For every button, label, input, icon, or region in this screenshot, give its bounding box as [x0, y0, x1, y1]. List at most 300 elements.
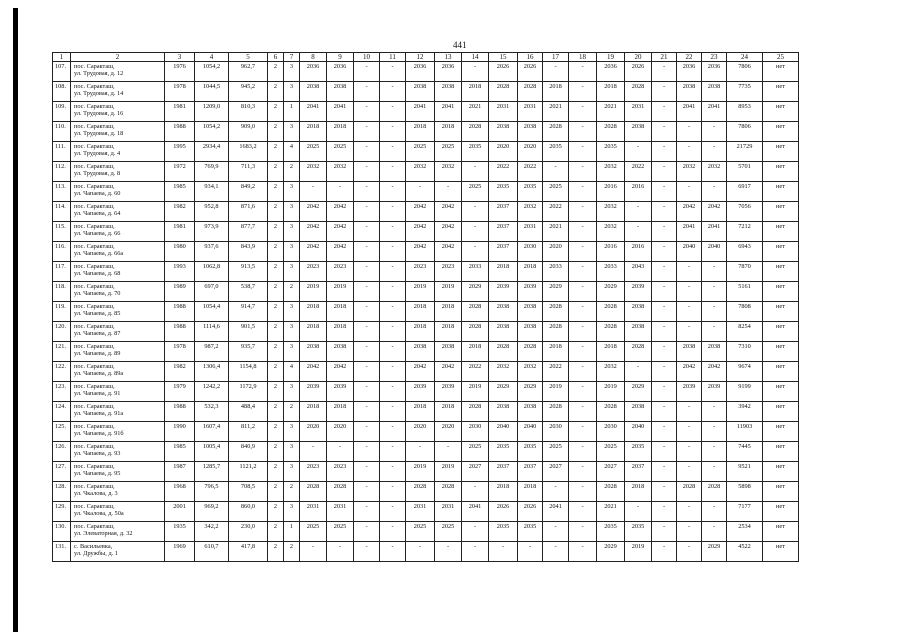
table-cell: 2026: [489, 62, 518, 82]
table-cell: 2041: [300, 102, 327, 122]
table-cell: -: [652, 202, 677, 222]
table-cell: 2042: [300, 202, 327, 222]
table-cell: 2028: [625, 342, 652, 362]
table-cell: -: [652, 122, 677, 142]
table-cell: 2028: [543, 402, 569, 422]
table-cell: -: [702, 422, 727, 442]
table-cell: 1985: [165, 442, 195, 462]
table-cell: 2025: [462, 182, 489, 202]
table-cell: 2035: [625, 522, 652, 542]
address-cell: пос. Саракташ, ул. Чапаева, д. 64: [71, 202, 165, 222]
table-cell: -: [569, 102, 597, 122]
column-number-cell: 13: [435, 53, 462, 62]
table-row: [53, 442, 799, 462]
table-cell: -: [569, 462, 597, 482]
table-cell: -: [543, 62, 569, 82]
table-cell: 2029: [489, 382, 518, 402]
table-cell: 2025: [327, 142, 354, 162]
table-cell: 2037: [518, 462, 543, 482]
address-cell: пос. Саракташ, ул. Трудовая, д. 8: [71, 162, 165, 182]
table-cell: 2038: [489, 122, 518, 142]
table-cell: 2039: [518, 282, 543, 302]
table-cell: 2020: [406, 422, 435, 442]
address-cell: с. Васильевка, ул. Дружбы, д. 1: [71, 542, 165, 562]
table-cell: 2038: [677, 82, 702, 102]
table-cell: 2: [284, 162, 300, 182]
table-cell: 810,3: [229, 102, 268, 122]
table-cell: 2: [268, 382, 284, 402]
table-cell: -: [677, 122, 702, 142]
table-cell: 2038: [406, 82, 435, 102]
table-cell: 2042: [327, 202, 354, 222]
table-cell: -: [380, 242, 406, 262]
table-cell: -: [569, 402, 597, 422]
table-cell: 1979: [165, 382, 195, 402]
table-cell: 2: [268, 302, 284, 322]
table-cell: -: [462, 62, 489, 82]
table-cell: 2033: [462, 262, 489, 282]
table-cell: 2042: [327, 242, 354, 262]
address-cell: пос. Саракташ, ул. Чапаева, д. 85: [71, 302, 165, 322]
table-cell: -: [702, 462, 727, 482]
table-cell: -: [380, 342, 406, 362]
table-cell: 2032: [489, 362, 518, 382]
table-cell: 2042: [406, 202, 435, 222]
table-cell: 796,5: [195, 482, 229, 502]
table-cell: 2040: [489, 422, 518, 442]
table-cell: 2031: [327, 502, 354, 522]
table-cell: 2019: [543, 382, 569, 402]
table-cell: -: [300, 182, 327, 202]
table-cell: -: [354, 222, 380, 242]
address-cell: пос. Саракташ, ул. Чапаева, д. 91: [71, 382, 165, 402]
table-cell: 2042: [406, 242, 435, 262]
table-cell: 1005,4: [195, 442, 229, 462]
table-cell: 3: [284, 262, 300, 282]
table-cell: -: [380, 462, 406, 482]
table-cell: 2038: [489, 402, 518, 422]
table-cell: 6917: [727, 182, 763, 202]
table-cell: 987,2: [195, 342, 229, 362]
column-number-cell: 18: [569, 53, 597, 62]
table-cell: -: [380, 322, 406, 342]
table-cell: 1044,5: [195, 82, 229, 102]
table-cell: 2020: [543, 242, 569, 262]
table-cell: -: [354, 162, 380, 182]
address-cell: пос. Саракташ, ул. Элеваторная, д. 32: [71, 522, 165, 542]
table-cell: 1121,2: [229, 462, 268, 482]
table-cell: -: [518, 542, 543, 562]
table-cell: 3: [284, 242, 300, 262]
address-cell: пос. Саракташ, ул. Чапаева, д. 87: [71, 322, 165, 342]
binder-margin-bar: [13, 8, 18, 632]
table-cell: -: [702, 122, 727, 142]
housing-register-table: [52, 52, 799, 562]
table-cell: 2021: [543, 102, 569, 122]
table-cell: -: [652, 402, 677, 422]
table-cell: -: [569, 322, 597, 342]
table-cell: 2018: [327, 302, 354, 322]
table-cell: 2020: [300, 422, 327, 442]
table-cell: -: [462, 202, 489, 222]
table-cell: 3: [284, 62, 300, 82]
table-cell: 2042: [435, 362, 462, 382]
table-row: [53, 222, 799, 242]
table-cell: 8254: [727, 322, 763, 342]
table-row: [53, 482, 799, 502]
table-cell: 2023: [300, 462, 327, 482]
address-cell: пос. Саракташ, ул. Трудовая, д. 14: [71, 82, 165, 102]
column-number-cell: 20: [625, 53, 652, 62]
table-row: [53, 362, 799, 382]
table-cell: -: [489, 542, 518, 562]
table-cell: 3: [284, 422, 300, 442]
table-cell: 2038: [300, 342, 327, 362]
table-cell: -: [462, 222, 489, 242]
table-cell: 4522: [727, 542, 763, 562]
table-cell: 2025: [300, 522, 327, 542]
table-cell: 2019: [406, 282, 435, 302]
table-cell: -: [569, 222, 597, 242]
table-cell: 2041: [462, 502, 489, 522]
table-row: [53, 142, 799, 162]
table-cell: -: [702, 522, 727, 542]
table-cell: -: [702, 182, 727, 202]
table-cell: -: [380, 382, 406, 402]
table-cell: 2028: [597, 302, 625, 322]
table-cell: 1054,2: [195, 122, 229, 142]
table-cell: -: [702, 262, 727, 282]
table-row: [53, 242, 799, 262]
table-cell: 2038: [327, 342, 354, 362]
table-cell: 4: [284, 362, 300, 382]
table-cell: -: [462, 522, 489, 542]
column-number-cell: 22: [677, 53, 702, 62]
column-number-cell: 11: [380, 53, 406, 62]
row-number-cell: 128.: [53, 482, 71, 502]
table-cell: 871,6: [229, 202, 268, 222]
table-cell: 2028: [327, 482, 354, 502]
table-cell: 2030: [462, 422, 489, 442]
table-cell: -: [702, 282, 727, 302]
table-cell: 2018: [489, 482, 518, 502]
table-cell: -: [380, 482, 406, 502]
table-cell: 2029: [543, 282, 569, 302]
table-cell: нет: [763, 242, 799, 262]
table-cell: нет: [763, 442, 799, 462]
table-cell: -: [652, 502, 677, 522]
table-cell: 2041: [702, 102, 727, 122]
table-cell: 2019: [625, 542, 652, 562]
table-cell: 2028: [462, 322, 489, 342]
table-cell: 2042: [300, 222, 327, 242]
table-cell: -: [652, 382, 677, 402]
table-cell: -: [354, 282, 380, 302]
table-cell: -: [569, 522, 597, 542]
row-number-cell: 121.: [53, 342, 71, 362]
table-cell: нет: [763, 282, 799, 302]
table-cell: -: [354, 242, 380, 262]
table-cell: 1969: [165, 542, 195, 562]
table-cell: -: [380, 182, 406, 202]
table-cell: 952,8: [195, 202, 229, 222]
table-cell: 934,1: [195, 182, 229, 202]
table-cell: 2042: [300, 242, 327, 262]
row-number-cell: 110.: [53, 122, 71, 142]
table-cell: 969,2: [195, 502, 229, 522]
table-cell: нет: [763, 502, 799, 522]
table-cell: 3942: [727, 402, 763, 422]
table-cell: 860,0: [229, 502, 268, 522]
table-cell: -: [677, 422, 702, 442]
table-cell: нет: [763, 362, 799, 382]
table-cell: 2018: [625, 482, 652, 502]
table-cell: -: [569, 82, 597, 102]
table-cell: 1172,9: [229, 382, 268, 402]
table-cell: 2: [284, 282, 300, 302]
table-cell: 909,0: [229, 122, 268, 142]
table-cell: 2038: [625, 302, 652, 322]
table-cell: 3: [284, 442, 300, 462]
table-cell: 610,7: [195, 542, 229, 562]
table-cell: 2030: [597, 422, 625, 442]
table-cell: нет: [763, 382, 799, 402]
table-cell: 914,7: [229, 302, 268, 322]
table-cell: 1683,2: [229, 142, 268, 162]
table-cell: 2021: [597, 102, 625, 122]
table-cell: нет: [763, 302, 799, 322]
table-cell: 2018: [300, 402, 327, 422]
table-cell: 2028: [597, 322, 625, 342]
table-cell: 2028: [625, 82, 652, 102]
table-cell: 1978: [165, 342, 195, 362]
column-number-cell: 4: [195, 53, 229, 62]
table-cell: -: [677, 502, 702, 522]
table-cell: -: [380, 542, 406, 562]
table-cell: 2018: [435, 402, 462, 422]
table-cell: -: [625, 222, 652, 242]
table-cell: -: [380, 82, 406, 102]
table-row: [53, 382, 799, 402]
table-cell: 1306,4: [195, 362, 229, 382]
table-cell: 843,9: [229, 242, 268, 262]
table-cell: -: [380, 62, 406, 82]
table-cell: 2018: [462, 342, 489, 362]
table-cell: 2032: [518, 362, 543, 382]
table-cell: 769,9: [195, 162, 229, 182]
table-cell: -: [569, 482, 597, 502]
table-cell: -: [652, 262, 677, 282]
table-cell: 2026: [518, 62, 543, 82]
table-cell: 2: [268, 342, 284, 362]
table-cell: 2036: [406, 62, 435, 82]
table-cell: 2019: [406, 462, 435, 482]
column-number-cell: 8: [300, 53, 327, 62]
table-cell: -: [354, 342, 380, 362]
table-cell: 711,3: [229, 162, 268, 182]
table-cell: 2031: [489, 102, 518, 122]
table-cell: -: [677, 402, 702, 422]
table-cell: 1: [284, 522, 300, 542]
table-cell: 2038: [518, 122, 543, 142]
table-cell: 2: [268, 522, 284, 542]
table-cell: 2030: [543, 422, 569, 442]
table-cell: нет: [763, 222, 799, 242]
table-cell: нет: [763, 482, 799, 502]
table-cell: 3: [284, 322, 300, 342]
table-cell: 2018: [300, 302, 327, 322]
table-cell: 2023: [406, 262, 435, 282]
row-number-cell: 125.: [53, 422, 71, 442]
table-cell: нет: [763, 422, 799, 442]
table-row: [53, 82, 799, 102]
address-cell: пос. Саракташ, ул. Чапаева, д. 95: [71, 462, 165, 482]
table-cell: 2038: [489, 322, 518, 342]
table-cell: -: [677, 182, 702, 202]
table-cell: 2037: [489, 202, 518, 222]
table-cell: нет: [763, 202, 799, 222]
table-cell: 2018: [327, 322, 354, 342]
table-cell: 7445: [727, 442, 763, 462]
table-cell: -: [354, 422, 380, 442]
table-cell: 2025: [435, 142, 462, 162]
table-cell: 2028: [677, 482, 702, 502]
table-cell: 2020: [435, 422, 462, 442]
table-cell: -: [652, 462, 677, 482]
table-cell: 2038: [518, 402, 543, 422]
table-cell: 8953: [727, 102, 763, 122]
table-cell: -: [677, 442, 702, 462]
table-cell: 2: [284, 482, 300, 502]
table-cell: -: [543, 542, 569, 562]
table-cell: 2036: [435, 62, 462, 82]
table-cell: 2018: [327, 122, 354, 142]
address-cell: пос. Саракташ, ул. Чкалова, д. 50а: [71, 502, 165, 522]
address-cell: пос. Саракташ, ул. Чапаева, д. 89: [71, 342, 165, 362]
table-cell: нет: [763, 322, 799, 342]
table-cell: нет: [763, 522, 799, 542]
table-cell: нет: [763, 62, 799, 82]
table-cell: 11903: [727, 422, 763, 442]
column-number-cell: 5: [229, 53, 268, 62]
table-cell: 2029: [597, 282, 625, 302]
table-cell: -: [380, 162, 406, 182]
table-cell: 2028: [543, 322, 569, 342]
column-number-cell: 6: [268, 53, 284, 62]
table-cell: 901,5: [229, 322, 268, 342]
table-cell: 2032: [435, 162, 462, 182]
column-number-cell: 15: [489, 53, 518, 62]
table-cell: -: [702, 402, 727, 422]
address-cell: пос. Саракташ, ул. Чапаева, д. 70: [71, 282, 165, 302]
address-cell: пос. Саракташ, ул. Трудовая, д. 4: [71, 142, 165, 162]
table-cell: 2039: [625, 282, 652, 302]
table-cell: 2029: [702, 542, 727, 562]
table-cell: нет: [763, 342, 799, 362]
table-cell: 2032: [677, 162, 702, 182]
table-cell: 2041: [677, 102, 702, 122]
table-cell: -: [435, 542, 462, 562]
table-row: [53, 542, 799, 562]
table-cell: 2019: [300, 282, 327, 302]
address-cell: пос. Саракташ, ул. Чапаева, д. 68: [71, 262, 165, 282]
table-cell: 2019: [597, 382, 625, 402]
table-cell: 2038: [677, 342, 702, 362]
table-cell: 2035: [543, 142, 569, 162]
row-number-cell: 122.: [53, 362, 71, 382]
address-cell: пос. Саракташ, ул. Чкалова, д. 3: [71, 482, 165, 502]
row-number-cell: 126.: [53, 442, 71, 462]
table-row: [53, 282, 799, 302]
table-cell: -: [569, 502, 597, 522]
table-cell: -: [652, 482, 677, 502]
table-cell: 2018: [406, 302, 435, 322]
table-cell: 2039: [406, 382, 435, 402]
table-cell: 2031: [625, 102, 652, 122]
address-cell: пос. Саракташ, ул. Трудовая, д. 12: [71, 62, 165, 82]
table-cell: 2031: [518, 102, 543, 122]
table-cell: -: [652, 82, 677, 102]
table-cell: 2037: [489, 242, 518, 262]
table-cell: -: [380, 122, 406, 142]
table-cell: -: [677, 522, 702, 542]
table-cell: 2018: [406, 122, 435, 142]
table-cell: 945,2: [229, 82, 268, 102]
table-cell: 2041: [406, 102, 435, 122]
table-cell: 2038: [702, 342, 727, 362]
table-cell: 2: [268, 142, 284, 162]
table-cell: -: [300, 442, 327, 462]
address-cell: пос. Саракташ, ул. Трудовая, д. 16: [71, 102, 165, 122]
table-cell: 7212: [727, 222, 763, 242]
column-number-cell: 10: [354, 53, 380, 62]
table-cell: 2028: [597, 482, 625, 502]
table-cell: 2018: [518, 262, 543, 282]
table-cell: 2032: [597, 222, 625, 242]
table-cell: 2: [284, 402, 300, 422]
table-cell: 1285,7: [195, 462, 229, 482]
table-cell: 2018: [406, 322, 435, 342]
table-cell: 1242,2: [195, 382, 229, 402]
table-cell: 2029: [462, 282, 489, 302]
table-cell: 1154,8: [229, 362, 268, 382]
table-cell: 417,8: [229, 542, 268, 562]
table-cell: 2042: [435, 202, 462, 222]
table-cell: 2035: [518, 442, 543, 462]
table-cell: 2016: [597, 242, 625, 262]
table-cell: 538,7: [229, 282, 268, 302]
table-cell: 2019: [435, 462, 462, 482]
column-number-cell: 2: [71, 53, 165, 62]
table-cell: 2: [268, 202, 284, 222]
table-cell: 2038: [518, 322, 543, 342]
table-cell: 2018: [435, 302, 462, 322]
table-cell: -: [354, 322, 380, 342]
table-cell: 2025: [543, 442, 569, 462]
table-cell: -: [354, 522, 380, 542]
table-cell: 2022: [489, 162, 518, 182]
table-cell: 2041: [543, 502, 569, 522]
table-cell: 3: [284, 382, 300, 402]
table-row: [53, 262, 799, 282]
table-cell: -: [677, 322, 702, 342]
table-cell: 2042: [327, 362, 354, 382]
table-cell: 2028: [518, 82, 543, 102]
table-cell: -: [354, 82, 380, 102]
table-cell: 2028: [462, 122, 489, 142]
row-number-cell: 117.: [53, 262, 71, 282]
table-cell: нет: [763, 402, 799, 422]
